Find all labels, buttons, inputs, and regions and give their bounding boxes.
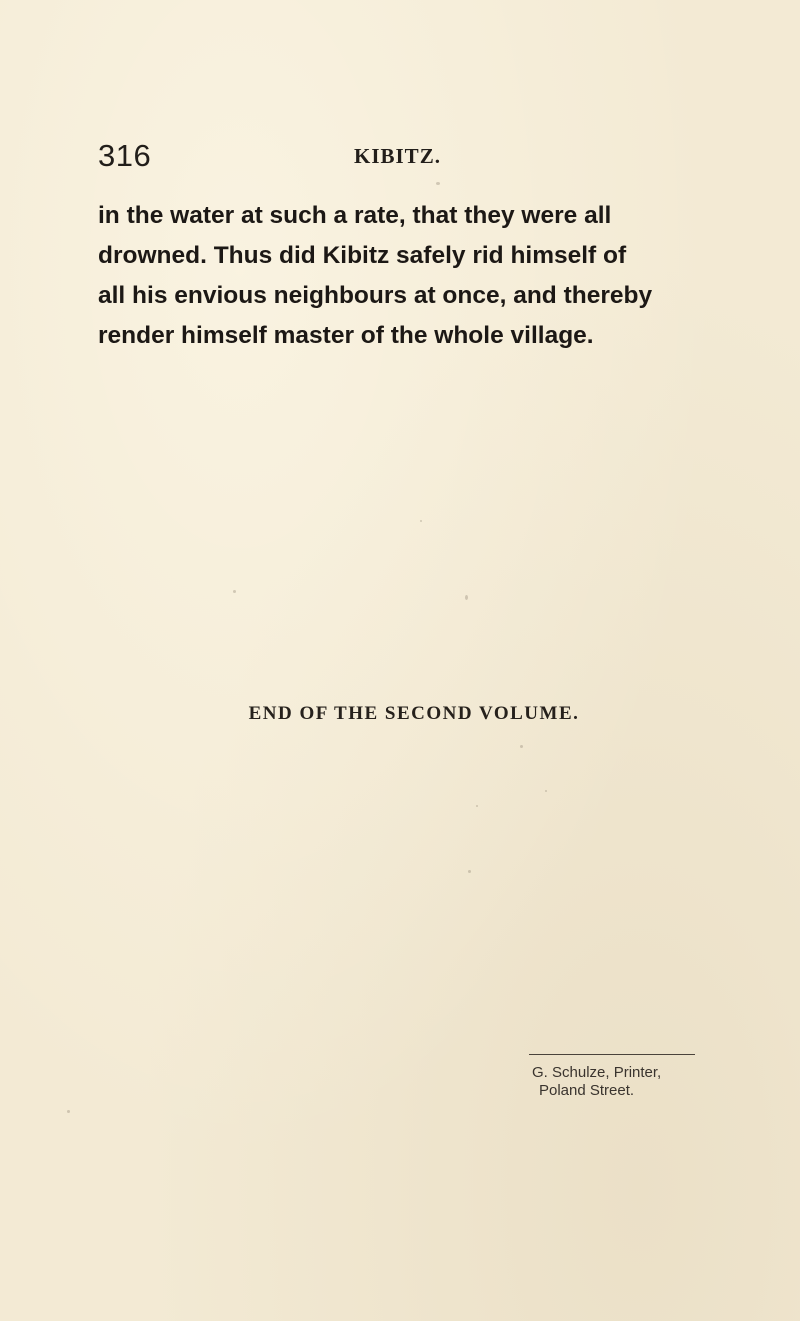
printer-name: G. Schulze, Printer, [532, 1064, 662, 1081]
imprint-divider [529, 1054, 695, 1055]
printer-imprint [532, 1064, 732, 1100]
text-line: all his envious neighbours at once, and thereby [98, 282, 653, 309]
body-paragraph [98, 196, 718, 356]
paper-speck [420, 520, 422, 522]
paper-speck [233, 590, 236, 593]
paper-speck [476, 805, 478, 807]
paper-speck [468, 870, 471, 873]
running-head: KIBITZ. [354, 144, 441, 168]
text-line: drowned. Thus did Kibitz safely rid himself of [98, 242, 627, 269]
colophon [0, 703, 800, 725]
page-number: 316 [98, 138, 152, 173]
paper-speck [67, 1110, 70, 1113]
printer-address: Poland Street. [539, 1082, 635, 1099]
page-header [98, 138, 698, 178]
paper-speck [520, 745, 523, 748]
paper-speck [545, 790, 547, 792]
end-of-volume-text: END OF THE SECOND VOLUME. [248, 703, 580, 724]
paper-speck [436, 182, 440, 185]
text-line: render himself master of the whole village. [98, 322, 594, 349]
paper-speck [465, 595, 468, 600]
text-line: in the water at such a rate, that they were all [98, 202, 612, 229]
